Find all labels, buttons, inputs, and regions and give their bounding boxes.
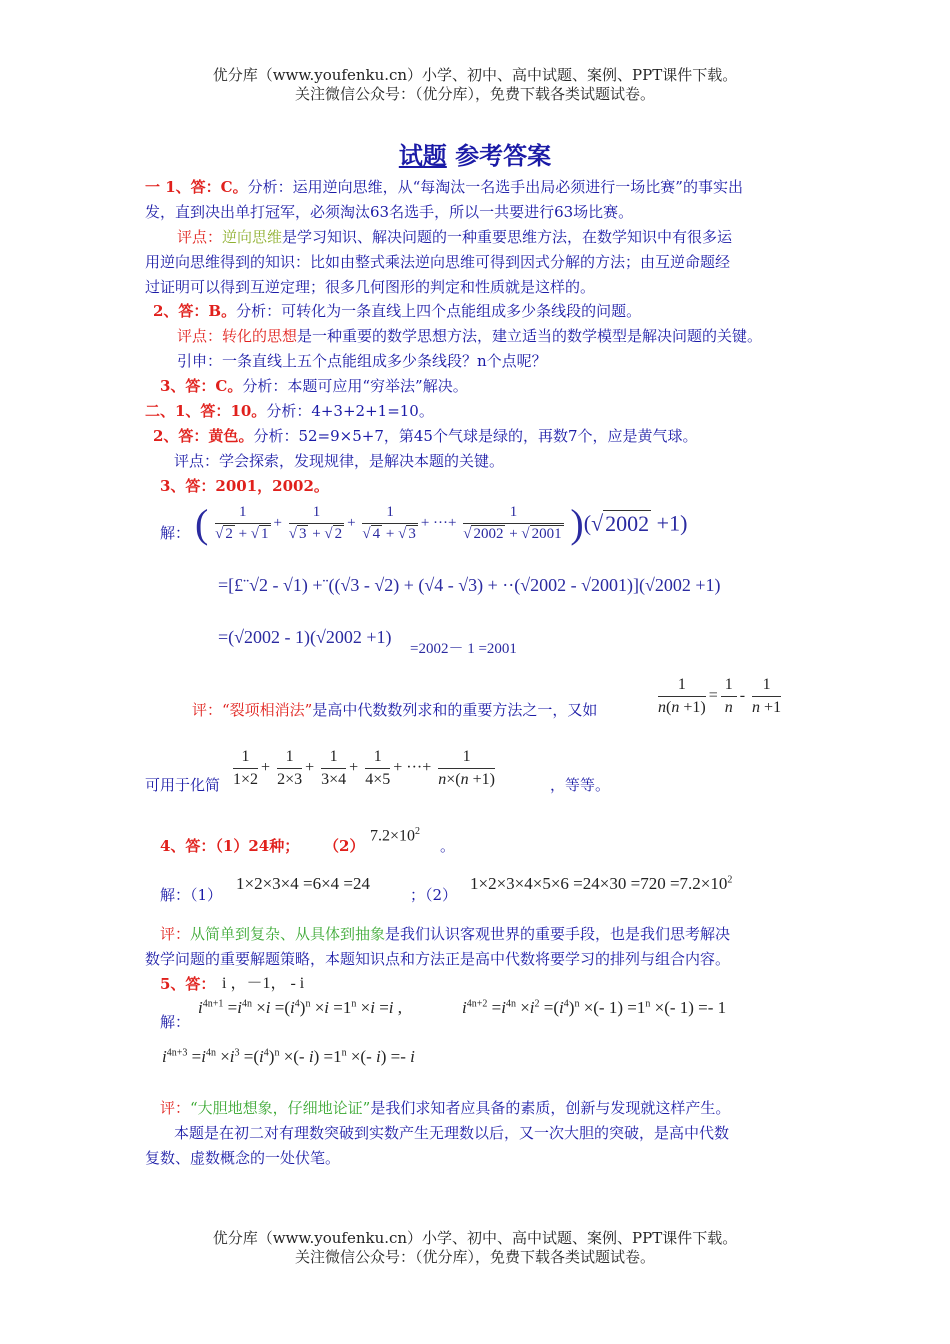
- s2q1-analysis: 分析：4+3+2+1=10。: [266, 402, 434, 420]
- page-title: [0, 136, 950, 171]
- comment-label: 评：: [160, 925, 191, 943]
- s2q4-answer-2: [370, 826, 420, 845]
- title-part-2: 参考答案: [455, 141, 552, 170]
- s2q1-answer: 二、1、答：10。: [145, 402, 267, 420]
- comment-key: “裂项相消法”: [222, 701, 313, 719]
- s2q4-solve-1: 1×2×3×4 =6×4 =24: [236, 874, 371, 893]
- s2q3-line-3a: =(√2002 - 1)(√2002 +1): [218, 627, 392, 647]
- s2q3-line-3b: =2002－ 1 =2001: [410, 641, 517, 657]
- s2q5-eq-2: $i^{4n+2} =i^{4n} \times i^2 =(i^4)^n$ ×(- $1) =1^n$ ×(- 1) =- 1: [462, 998, 727, 1017]
- comment-text: 是我们认识客观世界的重要手段，也是我们思考解决: [385, 925, 731, 943]
- q2-extend: 引申：一条直线上五个点能组成多少条线段？n个点呢？: [177, 352, 547, 370]
- s2q5-note-2: 复数、虚数概念的一处伏笔。: [145, 1149, 341, 1167]
- s2q4-part-2: （2）: [324, 837, 365, 855]
- s2q2-analysis: 分析：52=9×5+7，第45个气球是绿的，再数7个，应是黄气球。: [253, 427, 698, 445]
- telescoping-identity: $\frac{1}{n(n +1)}$ = $\frac{1}{n}$ - $\frac{1}{n +1}$: [658, 676, 782, 716]
- comment-key: “大胆地想象，仔细地论证”: [190, 1099, 371, 1117]
- footer-line-1: 优分库（www.youfenku.cn）小学、初中、高中试题、案例、PPT课件下载。: [212, 1229, 738, 1247]
- s2q4-solve-label: 解：（1）: [160, 886, 223, 904]
- s2q5-comment: [160, 1098, 730, 1118]
- q3-line: [160, 376, 468, 396]
- q1-comment-3: 过证明可以得到互逆定理；很多几何图形的判定和性质就是这样的。: [145, 278, 596, 296]
- footer-line-2: 关注微信公众号：（优分库），免费下载各类试题试卷。: [294, 1248, 655, 1266]
- comment-key: 转化的思想: [222, 327, 298, 345]
- s2q5-note-1: 本题是在初二对有理数突破到实数产生无理数以后，又一次大胆的突破，是高中代数: [174, 1124, 730, 1142]
- simplify-expression: $\frac{1}{1\times 2}$ + $\frac{1}{2\times 3}$ + $\frac{1}{3\times 4}$ + $\frac{1}{4\times 5}$ + ···+ $\frac{1}{n\times(n +1)}$: [233, 748, 495, 788]
- comment-text: 是高中代数数列求和的重要方法之一，又如: [312, 701, 598, 719]
- solve-value: 1×2×3×4×5×6 =24×30 =720 =7.2×10: [470, 874, 728, 893]
- s2q4-comment-1: [160, 924, 730, 944]
- s2q5-answer: 5、答：: [160, 975, 216, 993]
- q1-line-1: [145, 177, 743, 197]
- q1-comment-2: 用逆向思维得到的知识：比如由整式乘法逆向思维可得到因式分解的方法；由互逆命题经: [145, 253, 731, 271]
- comment-key: 从简单到复杂、从具体到抽象: [190, 925, 386, 943]
- s2q2-answer: 2、答：黄色。: [153, 427, 254, 445]
- q3-answer: 3、答：C。: [160, 377, 243, 395]
- s2q2-line: [153, 426, 698, 446]
- s2q4-answer-1: 4、答：（1）24种；: [160, 837, 300, 855]
- s2q4-comment-2: 数学问题的重要解题策略，本题知识点和方法正是高中代数将要学习的排列与组合内容。: [145, 950, 731, 968]
- s2q3-line: [160, 476, 329, 496]
- comment-text: 是一种重要的数学思想方法，建立适当的数学模型是解决问题的关键。: [297, 327, 763, 345]
- comment-label: 评：: [192, 701, 223, 719]
- comment-label: 评：: [160, 1099, 191, 1117]
- q2-line: [153, 301, 641, 321]
- s2q5-solve-label: 解：: [160, 1013, 191, 1031]
- s2q2-comment: 评点：学会探索，发现规律，是解决本题的关键。: [174, 452, 505, 470]
- answer-value: 7.2×10: [370, 827, 416, 845]
- q2-analysis: 分析：可转化为一条直线上四个点能组成多少条线段的问题。: [236, 302, 642, 320]
- header-line-1: 优分库（www.youfenku.cn）小学、初中、高中试题、案例、PPT课件下载。: [212, 66, 738, 84]
- simplify-label: 可用于化简: [145, 776, 221, 794]
- answer-exponent: 2: [415, 826, 421, 837]
- q2-answer: 2、答：B。: [153, 302, 237, 320]
- q1-analysis-2: 发，直到决出单打冠军，必须淘汰63名选手，所以一共要进行63场比赛。: [145, 203, 634, 221]
- s2q4-solve-2: [470, 874, 732, 894]
- comment-label: 评点：: [177, 327, 223, 345]
- s2q5-answer-values: i ，－1， - i: [222, 975, 305, 992]
- s2q4-period: 。: [440, 837, 456, 855]
- sum-expression: ( $\frac{1}{√ 2 + √ 1}$ + $\frac{1}{√ 3 + √ 2}$ + $\frac{1}{√ 4 + √ 3}$ + ···+ $\frac{1}{√ 2002 + √ 2001}$ )(√2002 +1): [195, 501, 688, 546]
- comment-label: 评点：: [177, 228, 223, 246]
- q2-comment: [177, 326, 762, 346]
- s2q4-semicolon: ；（2）: [410, 886, 458, 904]
- comment-key: 逆向思维: [222, 228, 283, 246]
- s2q5-eq-1: $i^{4n+1} =i^{4n} \times i =(i^4)^n \times i =1^n \times i =i$ ,: [198, 998, 403, 1017]
- s2q3-answer: 3、答：2001，2002。: [160, 477, 329, 495]
- q1-analysis-1: 分析：运用逆向思维，从“每淘汰一名选手出局必须进行一场比赛”的事实出: [247, 178, 743, 196]
- s2q5-line: [160, 974, 215, 994]
- s2q4-line: [160, 836, 364, 856]
- s2q5-eq-3: $i^{4n+3} =i^{4n} \times i^3 =(i^4)^n$ ×(- $i) =1^n$ ×(- i) =- i: [162, 1047, 415, 1066]
- header-line-2: 关注微信公众号：（优分库），免费下载各类试题试卷。: [294, 85, 655, 103]
- s2q3-comment: [192, 700, 597, 720]
- comment-text: 是学习知识、解决问题的一种重要思维方法，在数学知识中有很多运: [282, 228, 733, 246]
- solve-exponent: 2: [727, 874, 733, 886]
- etc-text: ，等等。: [550, 776, 611, 794]
- q1-answer: 一 1、答：C。: [145, 178, 248, 196]
- s2q1-line: [145, 401, 434, 421]
- s2q3-solve-label: 解：: [160, 524, 191, 542]
- title-part-1: 试题: [398, 141, 447, 170]
- q3-analysis: 分析：本题可应用“穷举法”解决。: [242, 377, 468, 395]
- q1-comment-1: [177, 227, 732, 247]
- s2q3-line-2: =[£¨√2 - √1) +¨((√3 - √2) + (√4 - √3) + ··(√2002 - √2001)](√2002 +1): [218, 575, 721, 595]
- comment-text: 是我们求知者应具备的素质，创新与发现就这样产生。: [370, 1099, 731, 1117]
